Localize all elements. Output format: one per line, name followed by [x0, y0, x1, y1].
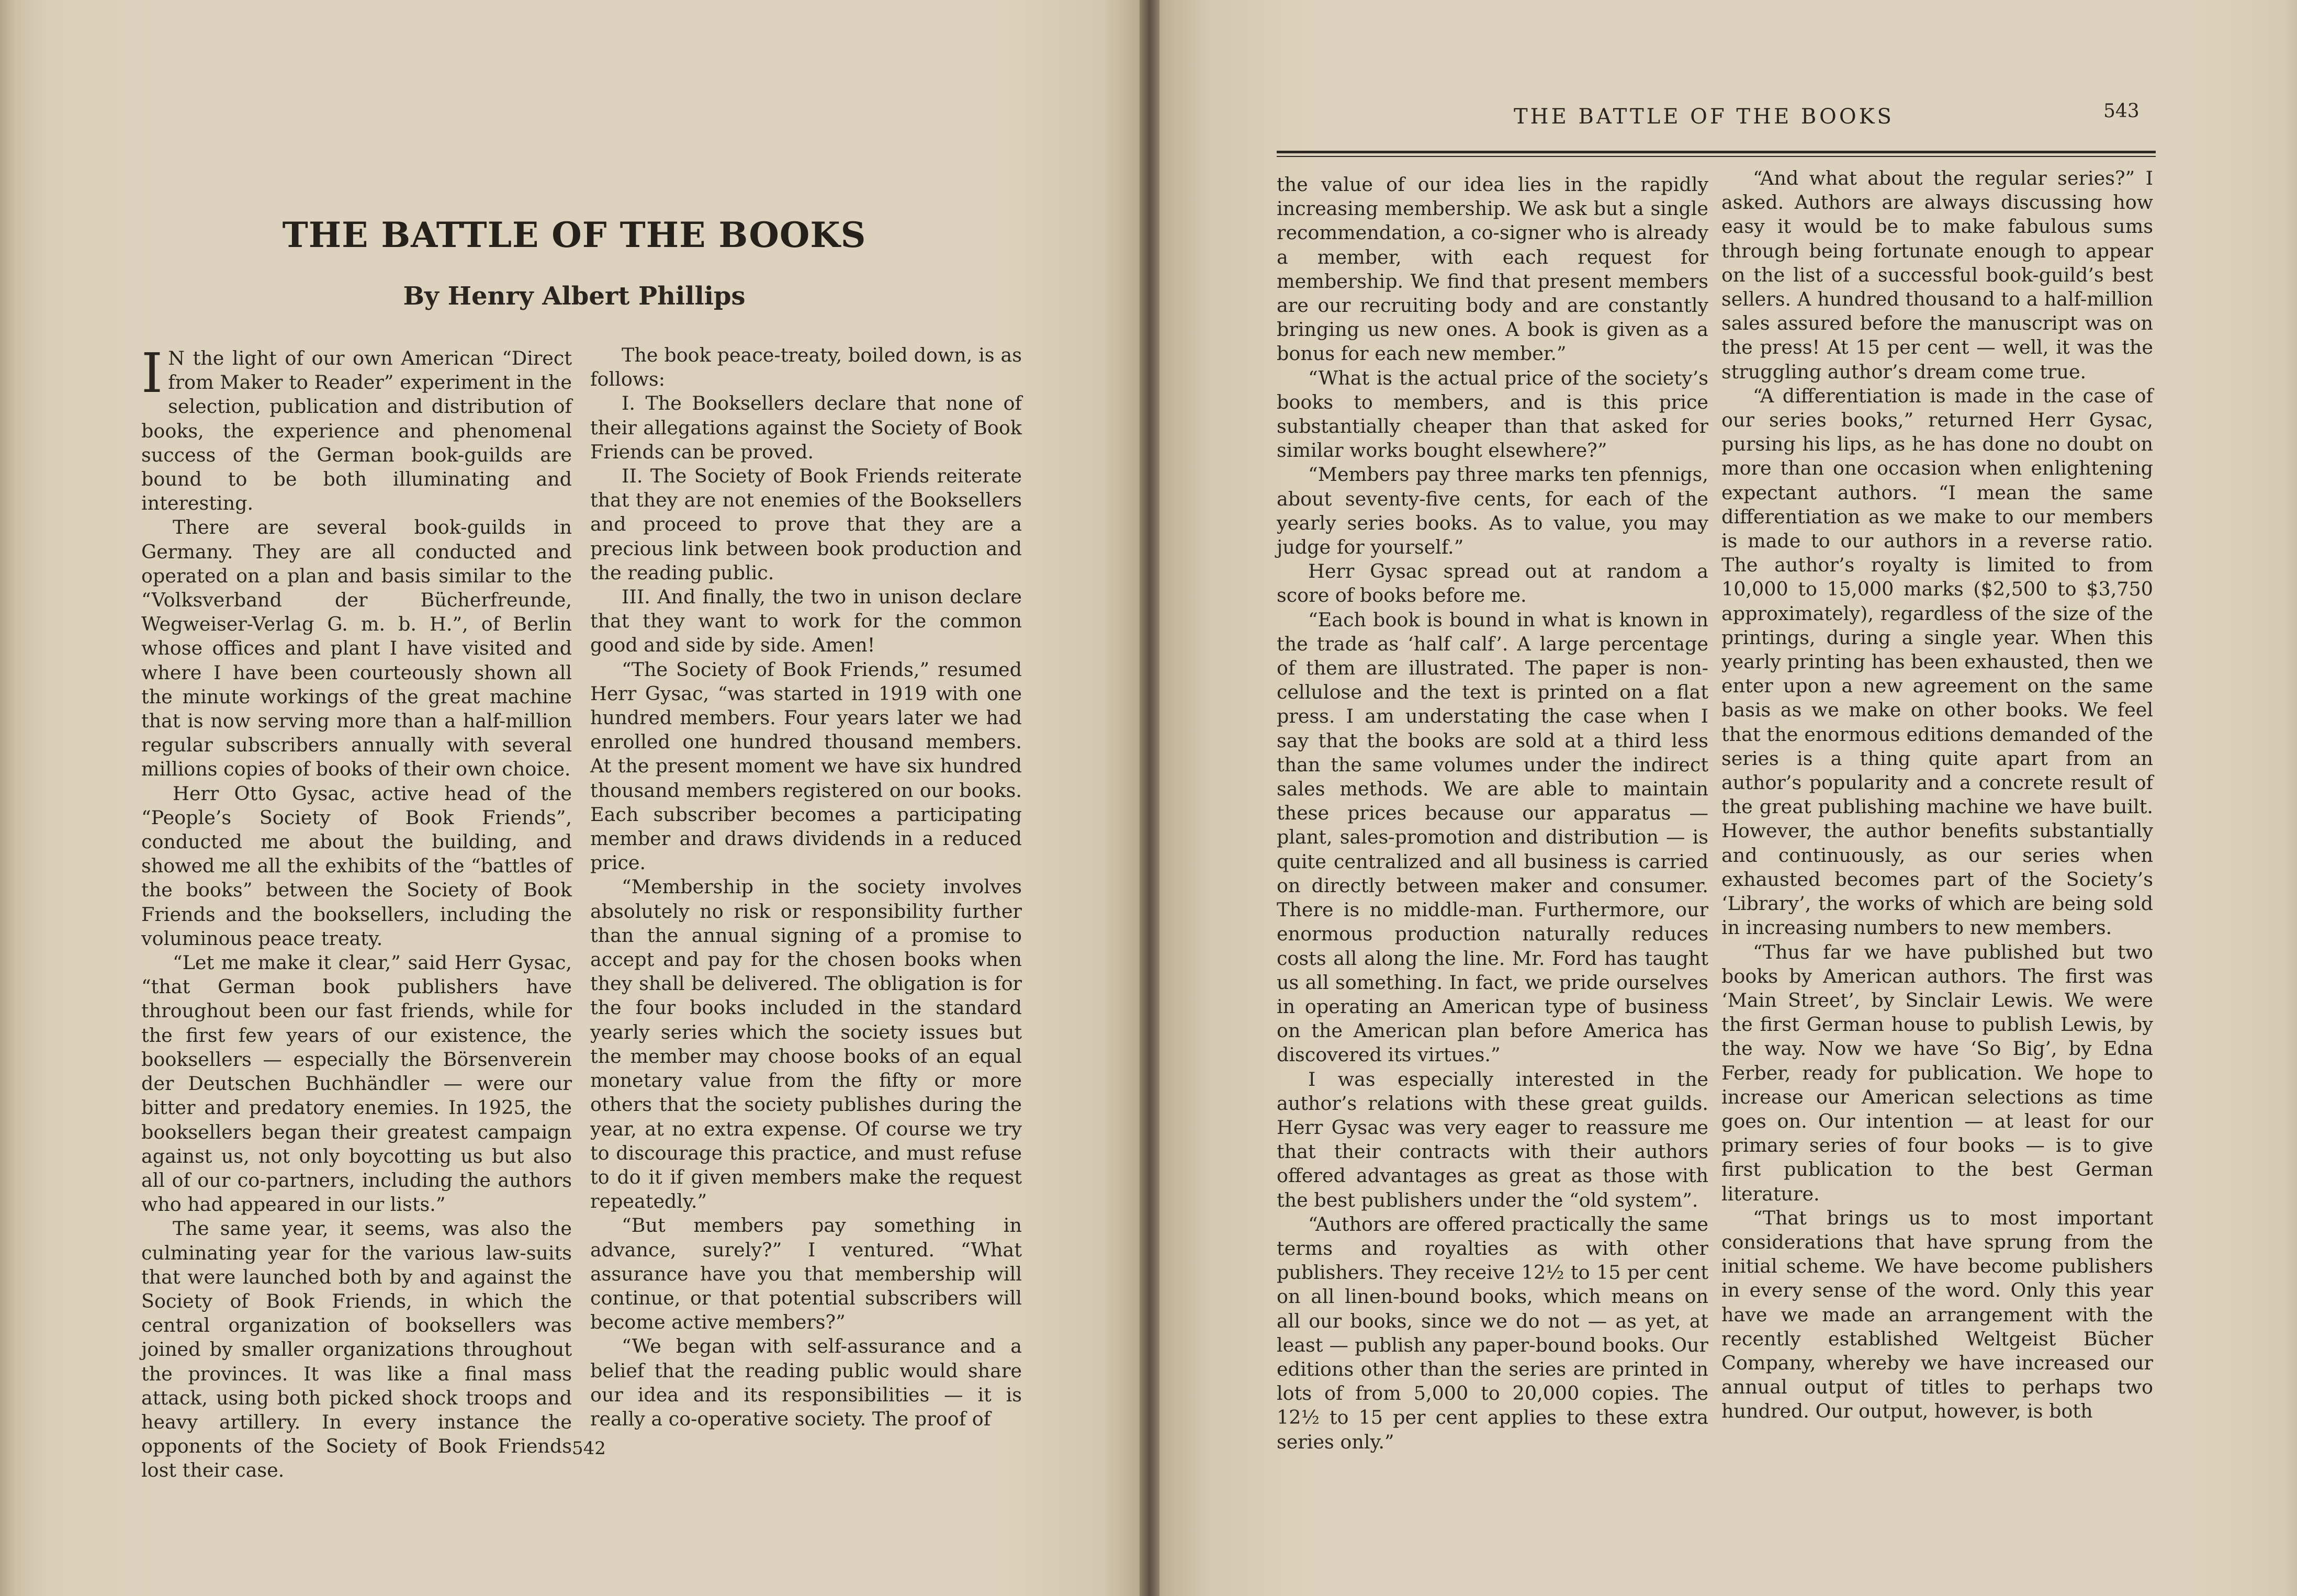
- header-rule-thin: [1277, 156, 2156, 157]
- paragraph: III. And finally, the two in unison declare that they want to work for the common good and side by side. Amen!: [590, 586, 1022, 657]
- paragraph: I. The Booksellers declare that none of their allegations against the Society of Book Friends can be proved.: [590, 392, 1022, 463]
- paragraph-with-dropcap: [141, 341, 572, 515]
- paragraph: “Thus far we have published but two books by American authors. The first was ‘Main Street’, by Sinclair Lewis. We were the first German house to publish Lewis, by the way. Now we have ‘So Big’, by Edna Ferber, ready for publication. We hope to increase our American selections as time goes on. Our intention — at least for our primary series of four books — is to give first publication to the best German literature.: [1721, 940, 2153, 1205]
- paragraph: “That brings us to most important considerations that have sprung from the initial scheme. We have become publishers in every sense of the word. Only this year have we made an arrangement with the recently established Weltgeist Bücher Company, whereby we have increased our annual output of titles to perhaps two hundred. Our output, however, is both: [1721, 1206, 2153, 1423]
- book-gutter: [1140, 0, 1159, 1596]
- paragraph: “Members pay three marks ten pfennigs, about seventy-five cents, for each of the yearly series books. As to value, you may judge for yourself.”: [1277, 463, 1708, 559]
- paragraph: “Let me make it clear,” said Herr Gysac, “that German book publishers have throughout been our fast friends, while for the first few years of our existence, the booksellers — especially the Börsenverein der Deutschen Buchhändler — were our bitter and predatory enemies. In 1925, the booksellers began their greatest campaign against us, not only boycotting us but also all of our co-partners, including the authors who had appeared in our lists.”: [141, 951, 572, 1216]
- article-title: THE BATTLE OF THE BOOKS: [282, 215, 866, 255]
- paragraph: II. The Society of Book Friends reiterate that they are not enemies of the Booksellers and proceed to prove that they are a precious link between book production and the reading public.: [590, 465, 1022, 584]
- page-number-right: 543: [2103, 100, 2140, 122]
- paragraph-text: N the light of our own American “Direct from Maker to Reader” experiment in the selection, publication and distribution of books, the experience and phenomenal success of the German book-guilds are bound to be both illuminating and interesting.: [141, 347, 572, 515]
- right-column-1: [1277, 173, 1708, 1454]
- paragraph: the value of our idea lies in the rapidly increasing membership. We ask but a single recommendation, a co-signer who is already a member, with each request for membership. We find that present members are our recruiting body and are constantly bringing us new ones. A book is given as a bonus for each new member.”: [1277, 173, 1708, 365]
- paragraph: “Membership in the society involves absolutely no risk or responsibility further than the annual signing of a promise to accept and pay for the chosen books when they shall be delivered. The obligation is for the four books included in the standard yearly series which the society issues but the member may choose books of an equal monetary value from the fifty or more others that the society publishes during the year, at no extra expense. Of course we try to discourage this practice, and must refuse to do it if given members make the request repeatedly.”: [590, 875, 1022, 1213]
- paragraph: I was especially interested in the author’s relations with these great guilds. Herr Gysac was very eager to reassure me that their contracts with their authors offered advantages as great as those with the best publishers under the “old system”.: [1277, 1067, 1708, 1211]
- dropcap: I: [141, 341, 163, 405]
- paragraph: “But members pay something in advance, surely?” I ventured. “What assurance have you that membership will continue, or that potential subscribers will become active members?”: [590, 1214, 1022, 1334]
- paragraph: “We began with self-assurance and a belief that the reading public would share our idea and its responsibilities — it is really a co-operative society. The proof of: [590, 1335, 1022, 1430]
- paragraph: “Each book is bound in what is known in the trade as ‘half calf’. A large percentage of them are illustrated. The paper is non-cellulose and the text is printed on a flat press. I am understating the case when I say that the books are sold at a third less than the same volumes under the indirect sales methods. We are able to maintain these prices because our apparatus — plant, sales-promotion and distribution — is quite centralized and all business is carried on directly between maker and consumer. There is no middle-man. Furthermore, our enormous production naturally reduces costs all along the line. Mr. Ford has taught us all something. In fact, we pride ourselves in operating an American type of business on the American plan before America has discovered its virtues.”: [1277, 608, 1708, 1066]
- paragraph: “Authors are offered practically the same terms and royalties as with other publishers. They receive 12½ to 15 per cent on all linen-bound books, which means on all our books, since we do not — as yet, at least — publish any paper-bound books. Our editions other than the series are printed in lots of from 5,000 to 20,000 copies. The 12½ to 15 per cent applies to these extra series only.”: [1277, 1212, 1708, 1453]
- paragraph: “And what about the regular series?” I asked. Authors are always discussing how easy it would be to make fabulous sums through being fortunate enough to appear on the list of a successful book-guild’s best sellers. A hundred thousand to a half-million sales assured before the manuscript was on the press! At 15 per cent — well, it was the struggling author’s dream come true.: [1721, 167, 2153, 383]
- header-rule: [1277, 151, 2156, 153]
- paragraph: “What is the actual price of the society’s books to members, and is this price substantially cheaper than that asked for similar works bought elsewhere?”: [1277, 366, 1708, 462]
- left-column-2: [590, 343, 1022, 1431]
- paragraph: The same year, it seems, was also the culminating year for the various law-suits that were launched both by and against the Society of Book Friends, in which the central organization of booksellers was joined by smaller organizations throughout the provinces. It was like a final mass attack, using both picked shock troops and heavy artillery. In every instance the opponents of the Society of Book Friends lost their case.: [141, 1217, 572, 1482]
- article-byline: By Henry Albert Phillips: [403, 282, 746, 311]
- paragraph: Herr Otto Gysac, active head of the “People’s Society of Book Friends”, conducted me about the building, and showed me all the exhibits of the “battles of the books” between the Society of Book Friends and the booksellers, including the voluminous peace treaty.: [141, 782, 572, 950]
- paragraph: “The Society of Book Friends,” resumed Herr Gysac, “was started in 1919 with one hundred members. Four years later we had enrolled one hundred thousand members. At the present moment we have six hundred thousand members registered on our books. Each subscriber becomes a participating member and draws dividends in a reduced price.: [590, 658, 1022, 874]
- running-head: THE BATTLE OF THE BOOKS: [1514, 105, 1894, 129]
- left-column-1: [141, 341, 572, 1483]
- paragraph: There are several book-guilds in Germany. They are all conducted and operated on a plan and basis similar to the “Volksverband der Bücherfreunde, Wegweiser-Verlag G. m. b. H.”, of Berlin whose offices and plant I have visited and where I have been courteously shown all the minute workings of the great machine that is now serving more than a half-million regular subscribers annually with several millions copies of books of their own choice.: [141, 516, 572, 781]
- paragraph: The book peace-treaty, boiled down, is as follows:: [590, 344, 1022, 391]
- page-number-left: 542: [572, 1438, 606, 1459]
- paragraph: Herr Gysac spread out at random a score of books before me.: [1277, 560, 1708, 607]
- left-page: [0, 0, 1148, 1596]
- paragraph: “A differentiation is made in the case of our series books,” returned Herr Gysac, pursing his lips, as he has done no doubt on more than one occasion when enlightening expectant authors. “I mean the same differentiation as we make to our members is made to our authors in a reverse ratio. The author’s royalty is limited to from 10,000 to 15,000 marks ($2,500 to $3,750 approximately), regardless of the size of the printings, during a single year. When this yearly printing has been exhausted, then we enter upon a new agreement on the same basis as we make on other books. We feel that the enormous editions demanded of the series is a thing quite apart from an author’s popularity and a concrete result of the great publishing machine we have built. However, the author benefits substantially and continuously, as our series when exhausted becomes part of the Society’s ‘Library’, the works of which are being sold in increasing numbers to new members.: [1721, 384, 2153, 939]
- right-column-2: [1721, 166, 2153, 1424]
